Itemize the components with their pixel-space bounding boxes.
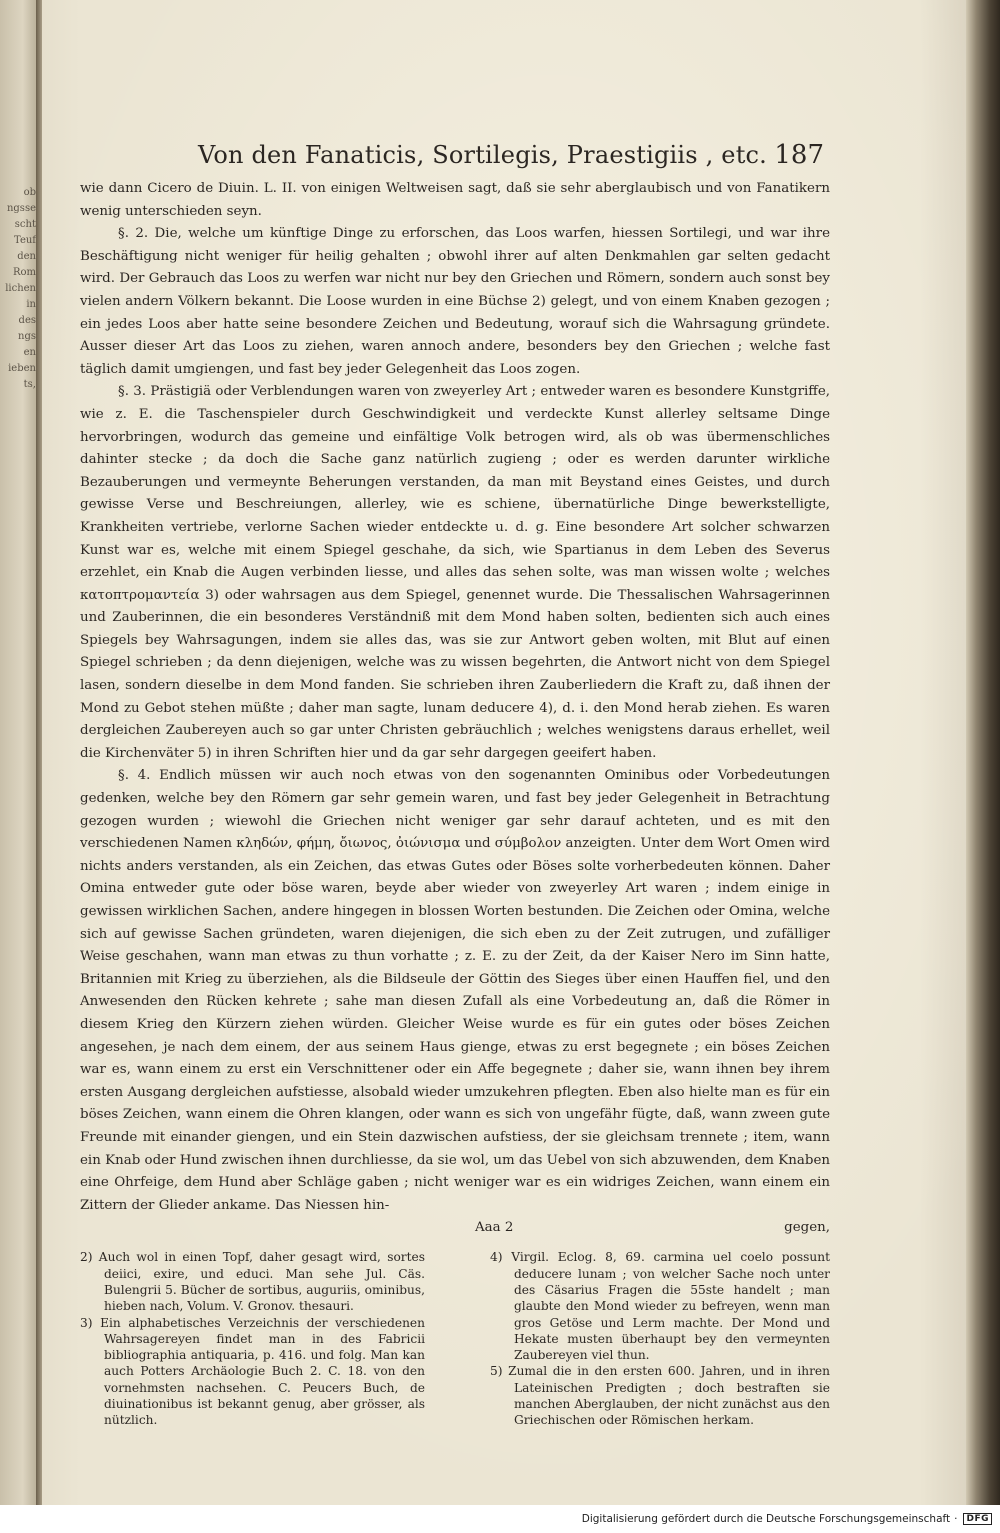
digitization-footer [0,1505,1000,1533]
page-number: 187 [774,140,824,170]
running-head [198,140,830,178]
previous-page-fragment [2,185,36,393]
margin-fragment-word: ngs [18,331,36,342]
margin-fragment-word: in [26,299,36,310]
footnote: 3) Ein alphabetisches Verzeichnis der verschiedenen Wahrsagereyen findet man in des Fabricii bibliographia antiquaria, p. 416. und folg. Man kan auch Potters Archäologie Buch 2. C. 18. von den vornehmsten nachsehen. C. Peucers Buch, de diuinationibus ist bekannt genug, aber grösser, als nützlich. [80,1315,425,1428]
margin-fragment-word: scht [14,219,36,230]
footnotes-right-column [490,1249,830,1428]
margin-fragment-word: en [23,347,36,358]
catchword: gegen, [784,1220,830,1236]
margin-fragment-word: Teuf [14,235,36,246]
footer-credit: Digitalisierung gefördert durch die Deutsche Forschungsgemeinschaft [581,1513,951,1525]
margin-fragment-word: des [18,315,36,326]
paragraph: §. 3. Prästigiä oder Verblendungen waren von zweyerley Art ; entweder waren es besondere Kunstgriffe, wie z. E. die Taschenspieler durch Geschwindigkeit und verdeckte Kunst allerley seltsame Dinge hervorbringen, wodurch das gemeine und einfältige Volk betrogen wird, als ob was übermenschliches dahinter stecke ; da doch die Sache ganz natürlich zugieng ; oder es werden darunter wirkliche Bezauberungen und vermeynte Beherungen verstanden, da man mit Beystand eines Geistes, und durch gewisse Verse und Beschreiungen, allerley, wie es schiene, übernatürliche Dinge bewerkstelligte, Krankheiten vertriebe, verlorne Sachen wieder entdeckte u. d. g. Eine besondere Art solcher schwarzen Kunst war es, welche mit einem Spiegel geschahe, da sich, wie Spartianus in dem Leben des Severus erzehlet, ein Knab die Augen verbinden liesse, und alles das sehen solte, was man wissen wolte ; welches κατοπτρομαντεία 3) oder wahrsagen aus dem Spiegel, genennet wurde. Die Thessalischen Wahrsagerinnen und Zauberinnen, die ein besonderes Verständniß mit dem Mond haben solten, bedienten sich auch eines Spiegels bey Wahrsagungen, indem sie alles das, was sie zur Antwort geben wolten, mit Blut auf einen Spiegel schrieben ; da denn diejenigen, welche was zu wissen begehrten, die Antwort nicht von dem Spiegel lasen, sondern dieselbe in dem Mond fanden. Sie schrieben ihren Zauberliedern die Kraft zu, daß ihnen der Mond zu Gebot stehen müßte ; daher man sagte, lunam deducere 4), d. i. den Mond herab ziehen. Es waren dergleichen Zaubereyen auch so gar unter Christen gebräuchlich ; welches wenigstens daraus erhellet, weil die Kirchenväter 5) in ihren Schriften hier und da gar sehr dargegen geeifert haben. [80,384,830,761]
footnote: 2) Auch wol in einen Topf, daher gesagt wird, sortes deiici, exire, und educi. Man sehe Jul. Cäs. Bulengrii 5. Bücher de sortibus, auguriis, ominibus, hieben nach, Volum. V. Gronov. thesauri. [80,1250,425,1314]
margin-fragment-word: ts, [23,379,36,390]
footnote: 4) Virgil. Eclog. 8, 69. carmina uel coelo possunt deducere lunam ; von welcher Sache noch unter des Cäsarius Fragen die 55ste handelt ; man glaubte den Mond wieder zu befreyen, wenn man gros Getöse und Lerm machte. Der Mond und Hekate musten überhaupt bey den vermeynten Zaubereyen viel thun. [490,1250,830,1363]
footnotes [80,1249,830,1428]
margin-fragment-word: Rom [12,267,36,278]
paragraph: §. 2. Die, welche um künftige Dinge zu erforschen, das Loos warfen, hiessen Sortilegi, und war ihre Beschäftigung nicht weniger für heilig gehalten ; obwohl ihrer auf alten Denkmahlen gar selten gedacht wird. Der Gebrauch das Loos zu werfen war nicht nur bey den Griechen und Römern, sondern auch sonst bey vielen andern Völkern bekannt. Die Loose wurden in eine Büchse 2) gelegt, und von einem Knaben gezogen ; ein jedes Loos aber hatte seine besondere Zeichen und Bedeutung, worauf sich die Wahrsagung gründete. Ausser dieser Art das Loos zu ziehen, waren annoch andere, besonders bey den Griechen ; welche fast täglich damit umgiengen, und fast bey jeder Gelegenheit das Loos zogen. [80,226,830,377]
book-gutter [36,0,42,1505]
footnotes-left-column [80,1249,425,1428]
body-text [80,178,830,1217]
margin-fragment-word: ngsse [6,203,36,214]
page-content [80,140,830,1429]
margin-fragment-word: ob [23,187,36,198]
paragraph: §. 4. Endlich müssen wir auch noch etwas von den sogenannten Ominibus oder Vorbedeutungen gedenken, welche bey den Römern gar sehr gemein waren, und fast bey jeder Gelegenheit in Betrachtung gezogen wurden ; wiewohl die Griechen nicht weniger gar sehr darauf achteten, und es mit den verschiedenen Namen κληδών, φήμη, ὄιωνος, ὀιώνισμα und σύμβολον anzeigten. Unter dem Wort Omen wird nichts anders verstanden, als ein Zeichen, das etwas Gutes oder Böses solte vorherbedeuten können. Daher Omina entweder gute oder böse waren, beyde aber wieder von zweyerley Art waren ; indem einige in gewissen wirklichen Sachen, andere hingegen in blossen Worten bestunden. Die Zeichen oder Omina, welche sich auf gewisse Sachen gründeten, waren diejenigen, die sich eben zu der Zeit zutrugen, und zufälliger Weise geschahen, wann man etwas zu thun vorhatte ; z. E. zu der Zeit, da der Kaiser Nero im Sinn hatte, Britannien mit Krieg zu überziehen, als die Bildseule der Göttin des Sieges über einen Hauffen fiel, und den Anwesenden den Rücken kehrete ; sahe man diesen Zufall als eine Vorbedeutung an, daß die Römer in diesem Krieg den Kürzern ziehen würden. Gleicher Weise wurde es für ein gutes oder böses Zeichen angesehen, je nach dem einem, der aus seinem Haus gienge, etwas zu erst begegnete ; ein böses Zeichen war es, wann einem zu erst ein Verschnittener oder ein Affe begegnete ; daher sie, wann ihnen bey ihrem ersten Ausgang dergleichen aufstiesse, alsobald wieder umzukehren pflegten. Eben also hielte man es für ein böses Zeichen, wann einem die Ohren klangen, oder wann es sich von ungefähr fügte, daß, wann zween gute Freunde mit einander giengen, und ein Stein dazwischen aufstiess, der sie gleichsam trennete ; item, wann ein Knab oder Hund zwischen ihnen durchliesse, da sie wol, um das Uebel von sich abzuwenden, dem Knaben eine Ohrfeige, dem Hund aber Schläge gaben ; nicht weniger war es ein widriges Zeichen, wann einem ein Zittern der Glieder ankame. Das Niessen hin- [80,768,830,1213]
margin-fragment-word: lichen [5,283,36,294]
margin-fragment-word: den [17,251,36,262]
signature-mark: Aaa 2 [475,1220,514,1236]
dfg-logo: DFG [963,1513,992,1525]
book-edge [966,0,1000,1505]
running-head-title: Von den Fanaticis, Sortilegis, Praestigiis , etc. [198,141,768,169]
margin-fragment-word: ieben [8,363,36,374]
signature-line [80,1217,830,1239]
footer-separator: · [954,1513,958,1525]
footnote: 5) Zumal die in den ersten 600. Jahren, und in ihren Lateinischen Predigten ; doch bestraften sie manchen Aberglauben, der nicht zunächst aus den Griechischen oder Römischen herkam. [490,1364,830,1428]
paragraph: wie dann Cicero de Diuin. L. II. von einigen Weltweisen sagt, daß sie sehr aberglaubisch und von Fanatikern wenig unterschieden seyn. [80,181,830,219]
